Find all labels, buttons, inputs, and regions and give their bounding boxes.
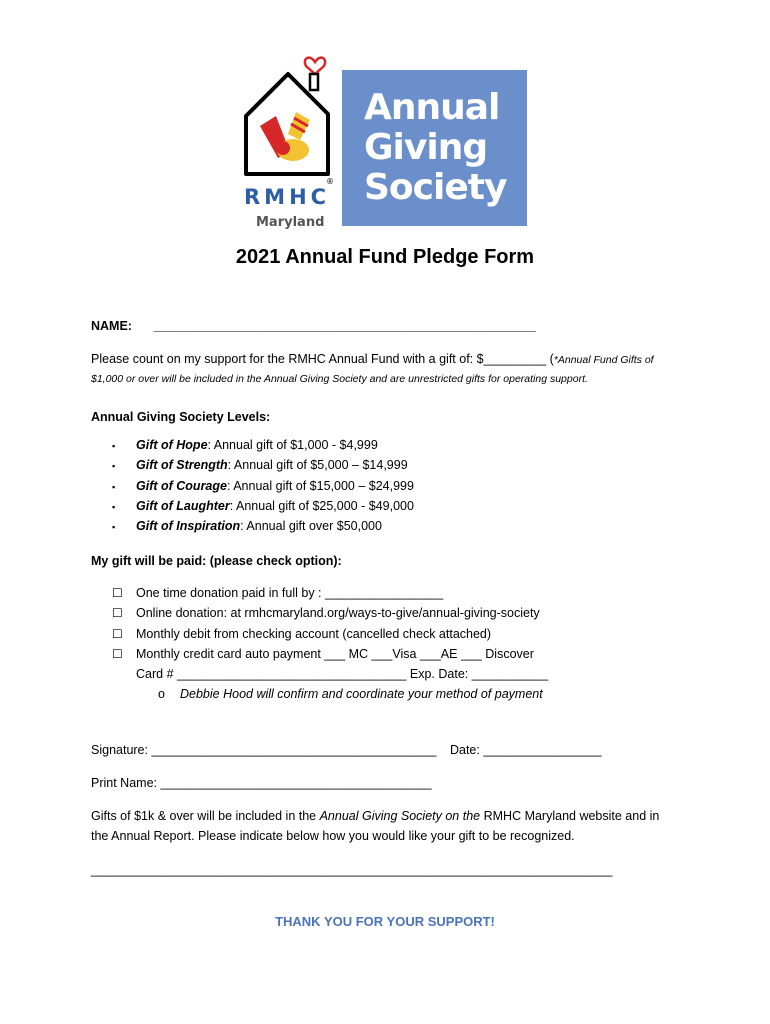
rmhc-text: RMHC [244, 185, 331, 209]
option-label: Monthly debit from checking account (cancelled check attached) [136, 626, 492, 641]
name-line [91, 319, 536, 333]
name-label: NAME: [91, 319, 132, 333]
option-label: Monthly credit card auto payment ___ MC ___Visa ___AE ___ Discover [136, 646, 534, 661]
pledge-note-1: *Annual Fund Gifts of [553, 354, 654, 366]
page-title: 2021 Annual Fund Pledge Form [235, 246, 535, 268]
level-item [112, 519, 414, 539]
checkbox-icon[interactable]: ☐ [112, 646, 123, 661]
level-item [112, 499, 414, 519]
payment-option [112, 647, 548, 667]
thank-you-text: THANK YOU FOR YOUR SUPPORT! [275, 914, 495, 929]
level-desc: : Annual gift of $15,000 – $24,999 [226, 478, 414, 493]
recognition-blank[interactable]: ___________________________________________________________________________ [91, 863, 613, 877]
level-name: Gift of Hope [136, 438, 208, 452]
option-label: One time donation paid in full by : _________________ [136, 586, 444, 600]
payment-options [112, 586, 548, 708]
recognition-text-b: RMHC Maryland website and in [480, 809, 660, 823]
sub-bullet-icon: o [158, 687, 165, 702]
level-name: Gift of Laughter [136, 498, 230, 513]
rmhc-logo [238, 44, 338, 234]
checkbox-icon[interactable]: ☐ [112, 586, 123, 600]
level-name: Gift of Inspiration [136, 519, 241, 534]
confirm-note [112, 687, 548, 707]
level-desc: : Annual gift over $50,000 [240, 519, 382, 534]
level-name: Gift of Courage [136, 478, 227, 493]
print-name-field[interactable]: Print Name: _______________________________________ [91, 776, 432, 790]
recognition-line-1 [91, 809, 659, 823]
level-desc: : Annual gift of $25,000 - $49,000 [229, 498, 414, 513]
bullet-icon: ▪ [112, 522, 116, 533]
payment-option [112, 606, 548, 626]
recognition-line-2: the Annual Report. Please indicate below how you would like your gift to be recognized. [91, 829, 575, 843]
recognition-text-a: Gifts of $1k & over will be included in the [91, 809, 320, 823]
pledge-note-2: $1,000 or over will be included in the Annual Giving Society and are unrestricted gifts for operating support. [91, 373, 588, 385]
levels-list [112, 438, 414, 539]
level-item [112, 479, 414, 499]
level-desc: : Annual gift of $1,000 - $4,999 [207, 438, 378, 452]
option-label: Online donation: at rmhcmaryland.org/ways-to-give/annual-giving-society [136, 606, 540, 621]
pledge-text: Please count on my support for the RMHC Annual Fund with a gift of: $_________ ( [91, 352, 554, 366]
level-item [112, 458, 414, 478]
level-desc: : Annual gift of $5,000 – $14,999 [227, 458, 408, 473]
registered-mark: ® [326, 177, 334, 186]
payment-option [112, 586, 548, 606]
ags-line-3: Society [364, 167, 507, 208]
payment-heading: My gift will be paid: (please check option): [91, 554, 342, 568]
bullet-icon: ▪ [112, 501, 116, 512]
annual-giving-society-logo [342, 70, 527, 226]
signature-field[interactable]: Signature: _________________________________________ [91, 743, 437, 757]
card-line[interactable]: Card # _________________________________ Exp. Date: ___________ [136, 667, 549, 682]
signature-line [91, 743, 602, 757]
payment-option [112, 627, 548, 647]
house-hands-icon [238, 44, 338, 234]
bullet-icon: ▪ [112, 441, 116, 451]
level-name: Gift of Strength [136, 458, 228, 473]
checkbox-icon[interactable]: ☐ [112, 606, 123, 621]
bullet-icon: ▪ [112, 481, 116, 492]
ags-line-2: Giving [364, 127, 488, 168]
checkbox-icon[interactable]: ☐ [112, 626, 123, 641]
levels-heading: Annual Giving Society Levels: [91, 410, 271, 424]
level-item [112, 438, 414, 458]
recognition-text-italic: Annual Giving Society on the [319, 809, 481, 823]
name-field[interactable]: _______________________________________________________ [153, 319, 536, 333]
date-field[interactable]: Date: _________________ [449, 743, 602, 757]
maryland-text: Maryland [256, 215, 325, 230]
confirm-note-text: Debbie Hood will confirm and coordinate your method of payment [180, 687, 543, 702]
ags-line-1: Annual [364, 87, 500, 128]
pledge-line [91, 352, 654, 366]
bullet-icon: ▪ [112, 461, 116, 472]
